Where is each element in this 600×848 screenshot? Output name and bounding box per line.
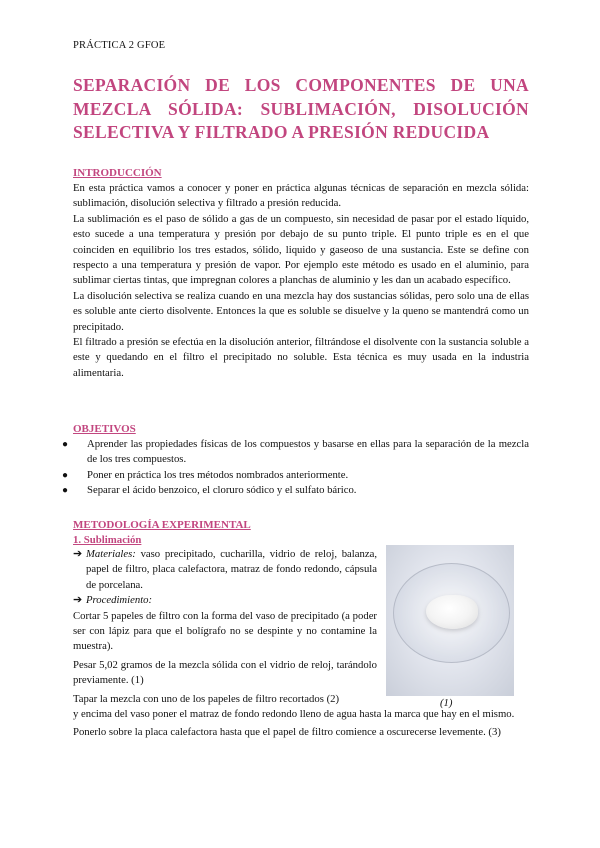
list-item: ● Poner en práctica los tres métodos nombrados anteriormente.	[73, 468, 529, 483]
sublimation-subheading: 1. Sublimación	[73, 534, 142, 546]
procedure-step: Pesar 5,02 gramos de la mezcla sólida con el vidrio de reloj, tarándolo previamente. (1)	[73, 658, 377, 687]
intro-paragraph: La sublimación es el paso de sólido a gas de un compuesto, sin necesidad de pasar por el estado líquido, esto sucede a una temperatura y presión por debajo de su punto triple. El punto triple es en el que coinciden en equilibrio los tres estados, sólido, liquido y gaseoso de una sustancia. Este se define con respecto a una temperatura y presión de vapor. Por ejemplo este método es usado en el aluminio, para sublimar ciertas tintas, que impregnan colores a planchas de aluminio y les dan un acabado específico.	[73, 212, 529, 287]
list-item: ● Separar el ácido benzoico, el cloruro sódico y el sulfato bárico.	[73, 483, 529, 498]
arrow-right-icon: ➔	[73, 548, 83, 560]
objectives-list	[62, 437, 529, 499]
photo-caption: (1)	[440, 697, 453, 709]
introduction-heading: INTRODUCCIÓN	[73, 167, 162, 179]
methodology-heading: METODOLOGÍA EXPERIMENTAL	[73, 519, 251, 531]
procedure-step: y encima del vaso poner el matraz de fondo redondo lleno de agua hasta la marca que hay en el mismo.	[73, 708, 515, 721]
intro-paragraph: El filtrado a presión se efectúa en la disolución anterior, filtrándose el disolvente con la sustancia soluble a este y quedando en el filtro el precipitado no soluble. Esta técnica es muy usada en la industria alimentaria.	[73, 336, 529, 379]
bullet-icon: ●	[62, 469, 69, 481]
procedure-step: Ponerlo sobre la placa calefactora hasta que el papel de filtro comience a oscurecerse levemente. (3)	[73, 726, 501, 739]
objectives-heading: OBJETIVOS	[73, 423, 136, 435]
materials-line: ➔ Materiales: vaso precipitado, cucharilla, vidrio de reloj, balanza, papel de filtro, placa calefactora, matraz de fondo redondo, cápsula de porcelana.	[73, 548, 377, 591]
introduction-section	[73, 166, 529, 381]
procedure-line: ➔ Procedimiento:	[73, 593, 377, 608]
page-header: PRÁCTICA 2 GFOE	[73, 40, 166, 51]
document-title: SEPARACIÓN DE LOS COMPONENTES DE UNA MEZCLA SÓLIDA: SUBLIMACIÓN, DISOLUCIÓN SELECTIVA Y FILTRADO A PRESIÓN REDUCIDA	[73, 75, 529, 142]
bullet-icon: ●	[62, 439, 69, 450]
procedure-step: Cortar 5 papeles de filtro con la forma del vaso de precipitado (a poder ser con lápiz para que el bolígrafo no se despinte y no contamine la muestra).	[73, 609, 377, 653]
intro-paragraph: En esta práctica vamos a conocer y poner en práctica algunas técnicas de separación en mezcla sólida: sublimación, disolución selectiva y filtrado a presión reducida.	[73, 182, 529, 210]
procedure-step: Tapar la mezcla con uno de los papeles de filtro recortados (2)	[73, 692, 340, 705]
powder-sample	[426, 595, 478, 629]
objectives-section	[62, 422, 529, 499]
intro-paragraph: La disolución selectiva se realiza cuando en una mezcla hay dos sustancias sólidas, pero solo una de ellas es soluble ante cierto disolvente. Entonces la que es soluble se disuelve y la queno se mantendrá como un precipitado.	[73, 289, 529, 333]
list-item: ● Aprender las propiedades físicas de los compuestos y basarse en ellas para la separación de la mezcla de los tres compuestos.	[62, 438, 529, 466]
bullet-icon: ●	[62, 485, 69, 497]
arrow-right-icon: ➔	[73, 594, 83, 607]
sample-photo	[386, 545, 514, 696]
